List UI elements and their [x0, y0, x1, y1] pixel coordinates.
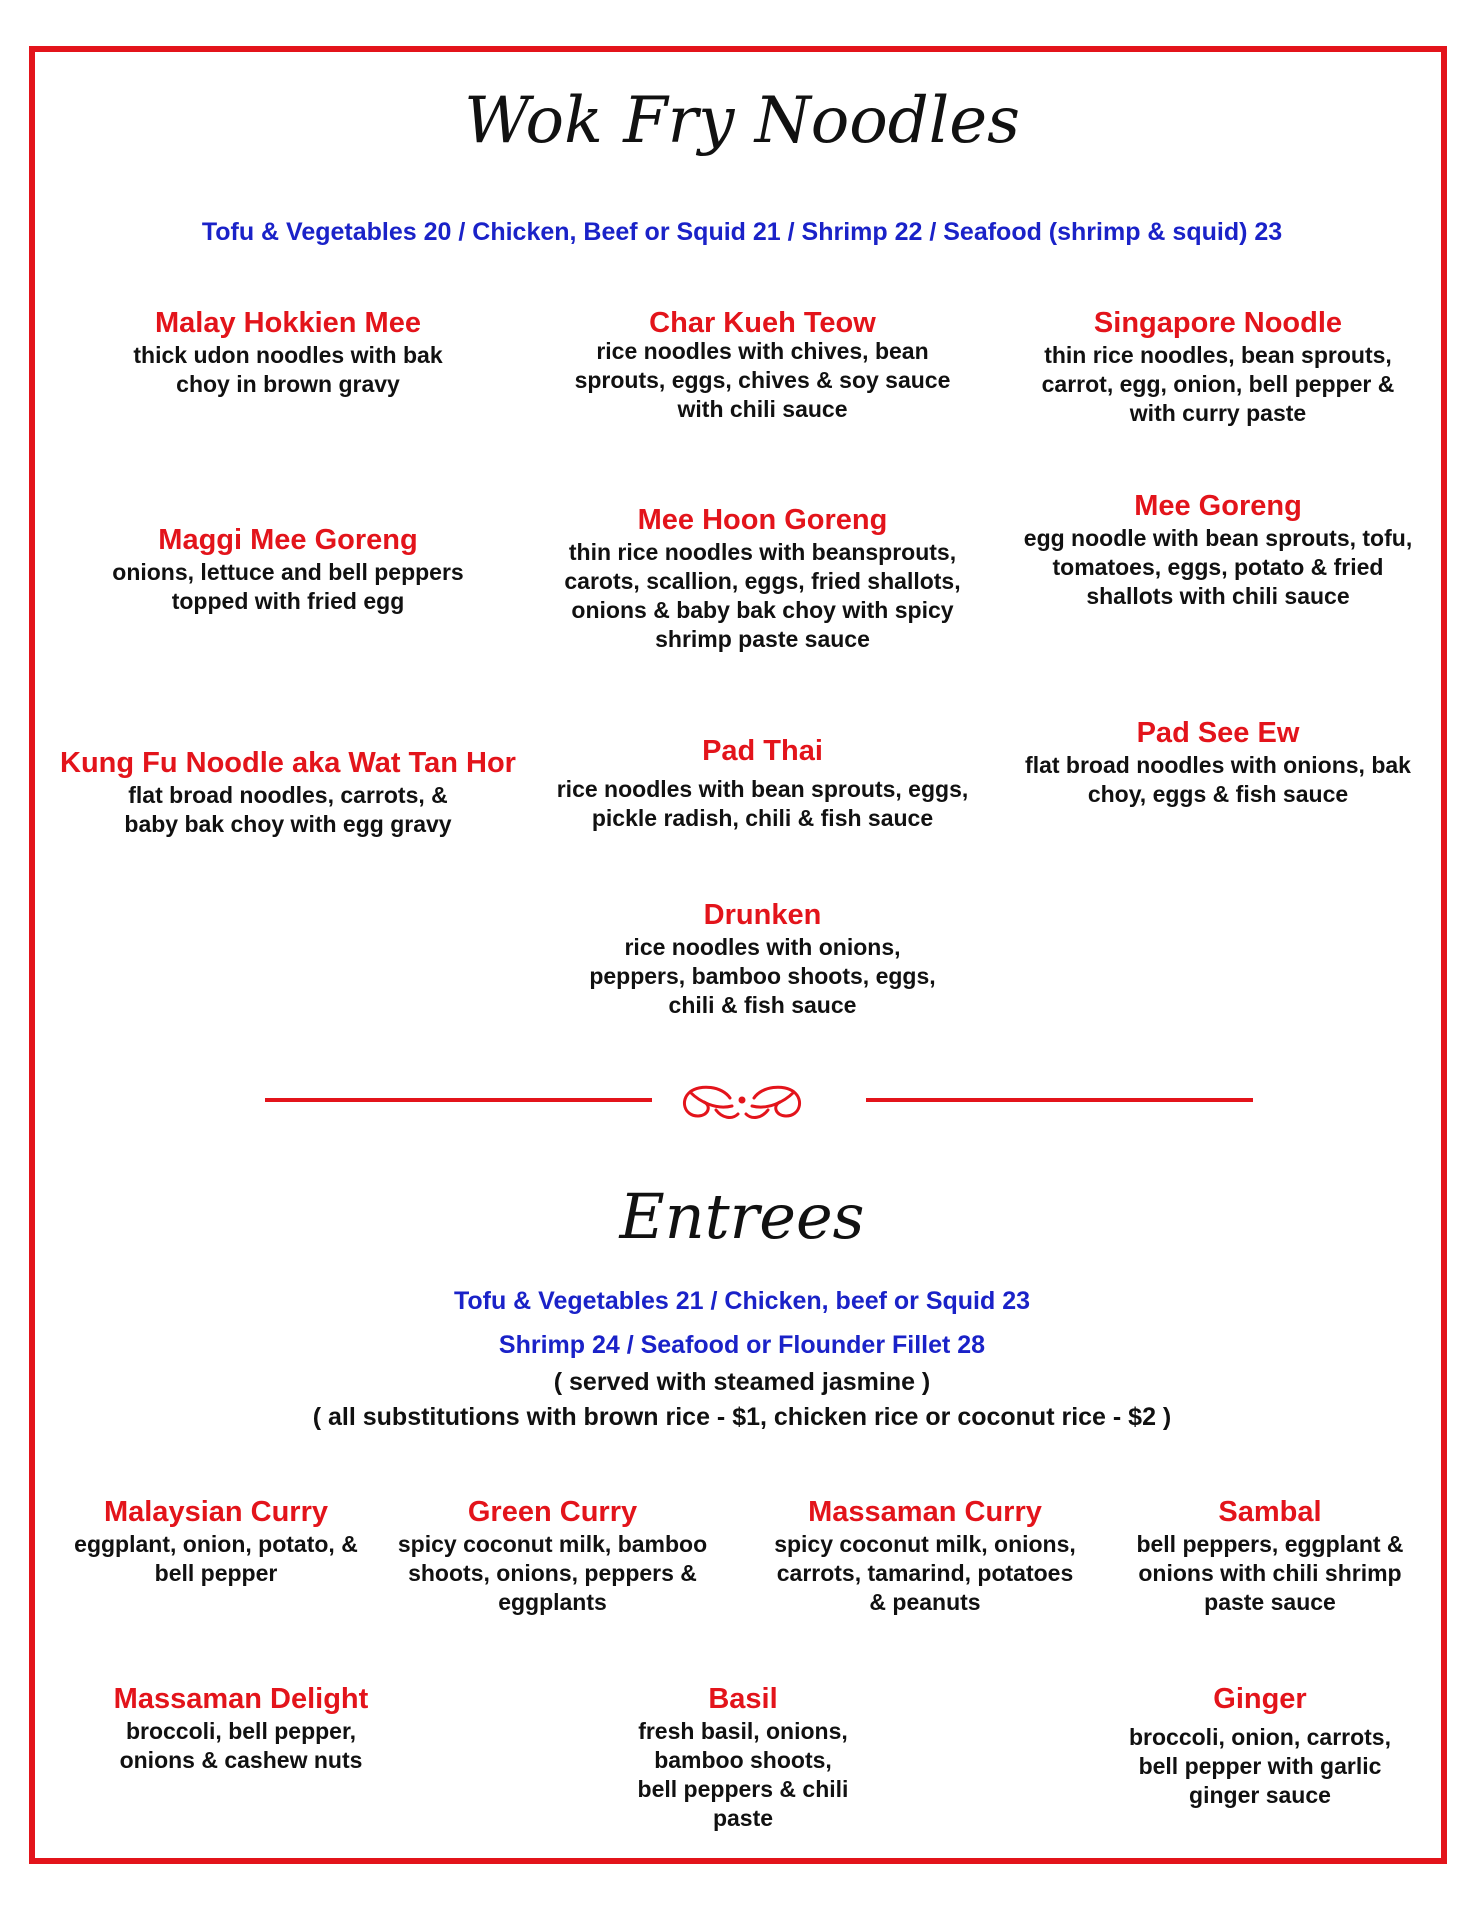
menu-item-name: Drunken — [703, 899, 822, 931]
entrees-note-line-2: ( all substitutions with brown rice - $1, chicken rice or coconut rice - $2 ) — [312, 1403, 1172, 1431]
menu-item-name: Mee Goreng — [1134, 490, 1302, 522]
menu-item — [770, 1494, 1080, 1617]
menu-item-name: Kung Fu Noodle aka Wat Tan Hor — [60, 747, 516, 779]
menu-item-name: Massaman Curry — [808, 1496, 1042, 1528]
menu-item-description: broccoli, onion, carrots, bell pepper with garlic ginger sauce — [1129, 1724, 1391, 1808]
noodles-price-line: Tofu & Vegetables 20 / Chicken, Beef or Squid 21 / Shrimp 22 / Seafood (shrimp & squid) 23 — [201, 218, 1283, 246]
menu-item-description: spicy coconut milk, bamboo shoots, onions, peppers & eggplants — [397, 1531, 708, 1615]
menu-item-name: Maggi Mee Goreng — [158, 524, 418, 556]
menu-item-name: Pad See Ew — [1136, 717, 1300, 749]
scroll-flourish-icon — [684, 1087, 799, 1117]
menu-item — [96, 1681, 386, 1775]
menu-item-description: spicy coconut milk, onions, carrots, tamarind, potatoes & peanuts — [774, 1531, 1076, 1615]
menu-item-name: Malaysian Curry — [103, 1496, 329, 1528]
menu-item-description: flat broad noodles, carrots, & baby bak choy with egg gravy — [124, 782, 452, 837]
menu-item — [66, 1494, 366, 1588]
menu-item-description: thin rice noodles, bean sprouts, carrot, egg, onion, bell pepper & with curry paste — [1041, 342, 1395, 426]
menu-item-description: rice noodles with bean sprouts, eggs, pickle radish, chili & fish sauce — [556, 776, 969, 831]
menu-item-description: fresh basil, onions, bamboo shoots, bell peppers & chili paste — [637, 1718, 849, 1831]
menu-item-description: flat broad noodles with onions, bak choy, eggs & fish sauce — [1025, 752, 1411, 807]
menu-item-name: Ginger — [1213, 1683, 1307, 1715]
menu-item — [98, 522, 478, 616]
menu-item-name: Basil — [708, 1683, 778, 1715]
menu-item-description: bell peppers, eggplant & onions with chili shrimp paste sauce — [1136, 1531, 1404, 1615]
menu-item-name: Pad Thai — [702, 735, 823, 767]
entrees-price-line-2: Shrimp 24 / Seafood or Flounder Fillet 28 — [498, 1331, 986, 1359]
menu-item-name: Massaman Delight — [113, 1683, 369, 1715]
menu-item — [50, 745, 526, 839]
menu-item — [1028, 305, 1408, 428]
menu-item — [540, 733, 985, 833]
menu-item-description: thin rice noodles with beansprouts, carots, scallion, eggs, fried shallots, onions & baby bak choy with spicy shrimp paste sauce — [564, 539, 961, 652]
menu-item-description: onions, lettuce and bell peppers topped with fried egg — [112, 559, 464, 614]
menu-item-description: rice noodles with chives, bean sprouts, eggs, chives & soy sauce with chili sauce — [574, 338, 951, 422]
menu-item — [570, 897, 955, 1020]
entrees-section-title: Entrees — [619, 1180, 865, 1253]
menu-item — [1110, 1681, 1410, 1810]
menu-item — [1008, 715, 1428, 809]
entrees-note-line-1: ( served with steamed jasmine ) — [553, 1368, 931, 1396]
menu-item — [583, 1681, 903, 1833]
menu-item-name: Mee Hoon Goreng — [637, 504, 888, 536]
menu-item — [98, 305, 478, 399]
entrees-price-line-1: Tofu & Vegetables 21 / Chicken, beef or Squid 23 — [453, 1287, 1031, 1315]
menu-item-description: thick udon noodles with bak choy in brown gravy — [133, 342, 443, 397]
menu-item-name: Green Curry — [467, 1496, 638, 1528]
menu-item-description: rice noodles with onions, peppers, bamboo shoots, eggs, chili & fish sauce — [589, 934, 936, 1018]
menu-item-description: broccoli, bell pepper, onions & cashew nuts — [119, 1718, 363, 1773]
noodles-section-title: Wok Fry Noodles — [464, 84, 1020, 158]
menu-item — [1008, 488, 1428, 611]
menu-item-name: Singapore Noodle — [1093, 307, 1343, 339]
menu-item — [545, 502, 980, 654]
menu-item — [385, 1494, 720, 1617]
menu-item-description: eggplant, onion, potato, & bell pepper — [74, 1531, 358, 1586]
menu-item-name: Sambal — [1218, 1496, 1322, 1528]
menu-item-name: Malay Hokkien Mee — [155, 307, 421, 339]
menu-item — [560, 305, 965, 424]
menu-item-name: Char Kueh Teow — [649, 307, 876, 339]
ornamental-divider — [0, 1070, 1484, 1130]
menu-item — [1120, 1494, 1420, 1617]
menu-item-description: egg noodle with bean sprouts, tofu, tomatoes, eggs, potato & fried shallots with chili sauce — [1023, 525, 1413, 609]
